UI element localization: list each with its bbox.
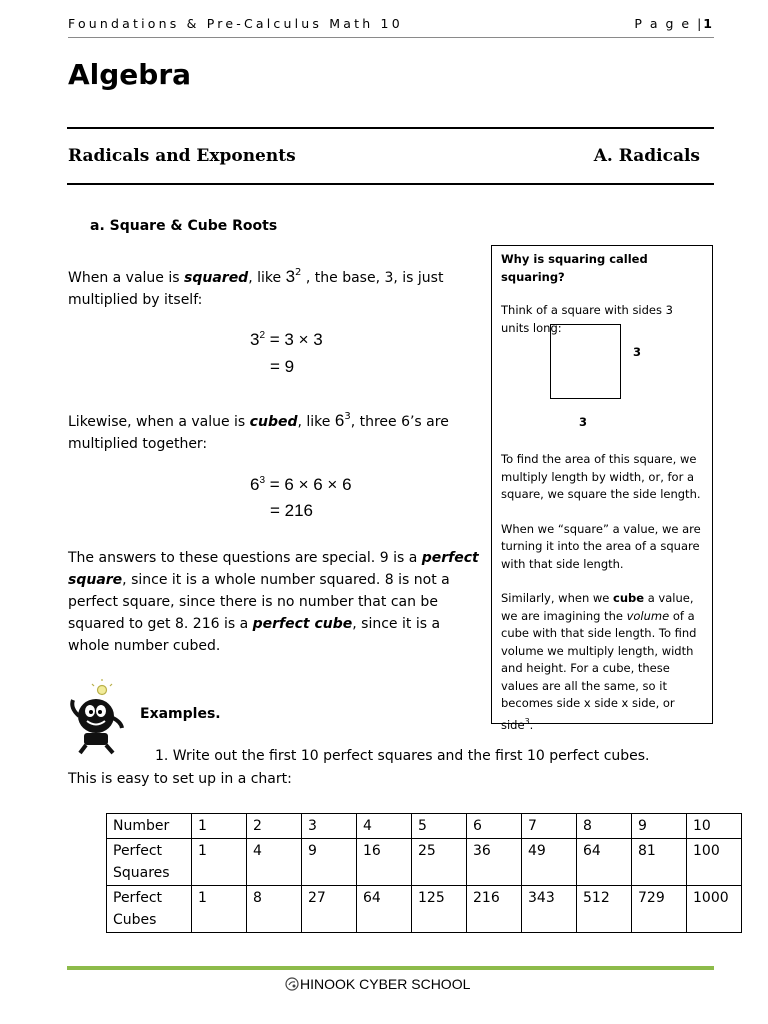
examples-label: Examples. — [140, 706, 221, 722]
eq-base: 6 — [250, 475, 260, 494]
row-label: Number — [107, 814, 192, 839]
text: When a value is — [68, 270, 185, 286]
section-label: A. Radicals — [593, 146, 700, 166]
square-side-bottom-label: 3 — [579, 415, 588, 429]
text: , since it is a whole number cubed. — [68, 616, 441, 654]
header-course-title: Foundations & Pre-Calculus Math 10 — [68, 16, 403, 31]
inline-base: 3 — [285, 267, 296, 286]
table-cell: 7 — [522, 814, 577, 839]
table-cell: 9 — [632, 814, 687, 839]
table-cell: 5 — [412, 814, 467, 839]
text: Likewise, when a value is — [68, 414, 250, 430]
table-cell: 512 — [577, 886, 632, 933]
perfect-powers-table — [106, 813, 742, 933]
sidebar-area-text: To find the area of this square, we multiply length by width, or, for a square, we square the side length. — [501, 452, 701, 501]
subsection-heading: a. Square & Cube Roots — [90, 218, 278, 234]
sidebar-square-text: When we “square” a value, we are turning it into the area of a square with that side length. — [501, 521, 701, 571]
example-1-text: 1. Write out the first 10 perfect squares and the first 10 perfect cubes. — [155, 748, 650, 764]
table-cell: 64 — [577, 839, 632, 886]
text: The answers to these questions are special. 9 is a — [68, 550, 422, 566]
equation-square-line2: = 9 — [270, 357, 295, 376]
footer-text: HINOOK CYBER SCHOOL — [300, 976, 471, 992]
text: , like — [248, 270, 286, 286]
page-prefix: P a g e | — [634, 16, 704, 31]
inline-exponent: 3 — [344, 411, 351, 422]
row-label: Perfect Squares — [107, 839, 192, 886]
square-diagram — [550, 324, 621, 399]
table-cell: 4 — [357, 814, 412, 839]
table-row — [107, 839, 742, 886]
header-divider — [68, 37, 714, 38]
row-label: Perfect Cubes — [107, 886, 192, 933]
eq-base: 3 — [250, 330, 260, 349]
table-cell: 1 — [192, 886, 247, 933]
footer-divider — [67, 966, 714, 970]
table-cell: 1 — [192, 839, 247, 886]
table-cell: 36 — [467, 839, 522, 886]
table-cell: 16 — [357, 839, 412, 886]
equation-cube-line2: = 216 — [270, 501, 314, 520]
text: a value, we are imagining the — [501, 591, 694, 623]
emphasis-cubed: cubed — [249, 414, 298, 430]
text: . — [529, 717, 534, 732]
emphasis-perfect-square: perfect square — [68, 550, 479, 588]
paragraph-perfect — [68, 547, 483, 657]
header-page-number — [634, 16, 714, 31]
table-cell: 729 — [632, 886, 687, 933]
table-cell: 8 — [577, 814, 632, 839]
eq-rhs: = 3 × 3 — [265, 330, 323, 349]
table-cell: 81 — [632, 839, 687, 886]
equation-cube-line1 — [250, 475, 352, 495]
paragraph-squared — [68, 262, 483, 311]
text: , since it is a whole number squared. 8 is not a perfect square, since there is no number that can be squared to get 8. 216 is a — [68, 572, 450, 632]
sidebar-cube-text — [501, 590, 703, 734]
section-title: Radicals and Exponents — [68, 146, 296, 166]
text: of a cube with that side length. To find volume we multiply length, width and height. For a cube, these values are all the same, so it becomes side x side x side, or side — [501, 608, 697, 732]
inline-exponent: 2 — [295, 267, 302, 278]
lightbulb-mascot-icon — [66, 678, 126, 756]
table-cell: 9 — [302, 839, 357, 886]
emphasis-volume: volume — [626, 608, 670, 623]
table-cell: 2 — [247, 814, 302, 839]
table-cell: 1000 — [687, 886, 742, 933]
sidebar-note — [491, 245, 713, 732]
text: Similarly, when we — [501, 591, 614, 605]
table-cell: 100 — [687, 839, 742, 886]
school-logo-icon — [285, 977, 299, 991]
equation-square-line1 — [250, 330, 323, 350]
table-row — [107, 814, 742, 839]
table-cell: 10 — [687, 814, 742, 839]
inline-base: 6 — [334, 411, 345, 430]
emphasis-perfect-cube: perfect cube — [252, 616, 353, 632]
table-cell: 6 — [467, 814, 522, 839]
emphasis-squared: squared — [184, 270, 249, 286]
eq-exponent: 2 — [259, 330, 266, 341]
text: , the base, 3, is just multiplied by itself: — [68, 270, 444, 308]
table-cell: 8 — [247, 886, 302, 933]
table-cell: 27 — [302, 886, 357, 933]
footer-brand — [285, 976, 470, 992]
section-rule-top — [67, 127, 714, 129]
text: , like — [297, 414, 335, 430]
eq-exponent: 3 — [259, 475, 266, 486]
sidebar-intro: Think of a square with sides 3 units long: — [501, 303, 673, 335]
section-rule-bottom — [67, 183, 714, 185]
table-cell: 343 — [522, 886, 577, 933]
square-side-right-label: 3 — [633, 345, 642, 359]
table-cell: 25 — [412, 839, 467, 886]
table-cell: 125 — [412, 886, 467, 933]
table-cell: 216 — [467, 886, 522, 933]
page-title: Algebra — [68, 58, 192, 91]
eq-rhs: = 6 × 6 × 6 — [265, 475, 352, 494]
text: , three 6’s are multiplied together: — [68, 414, 449, 452]
table-cell: 3 — [302, 814, 357, 839]
exponent: 3 — [524, 716, 530, 726]
table-cell: 64 — [357, 886, 412, 933]
example-1-continuation: This is easy to set up in a chart: — [68, 771, 292, 787]
paragraph-cubed — [68, 406, 483, 455]
table-cell: 49 — [522, 839, 577, 886]
table-cell: 4 — [247, 839, 302, 886]
table-row — [107, 886, 742, 933]
page-number: 1 — [703, 16, 714, 31]
sidebar-question: Why is squaring called squaring? — [501, 252, 648, 284]
table-cell: 1 — [192, 814, 247, 839]
emphasis-cube: cube — [613, 591, 645, 605]
